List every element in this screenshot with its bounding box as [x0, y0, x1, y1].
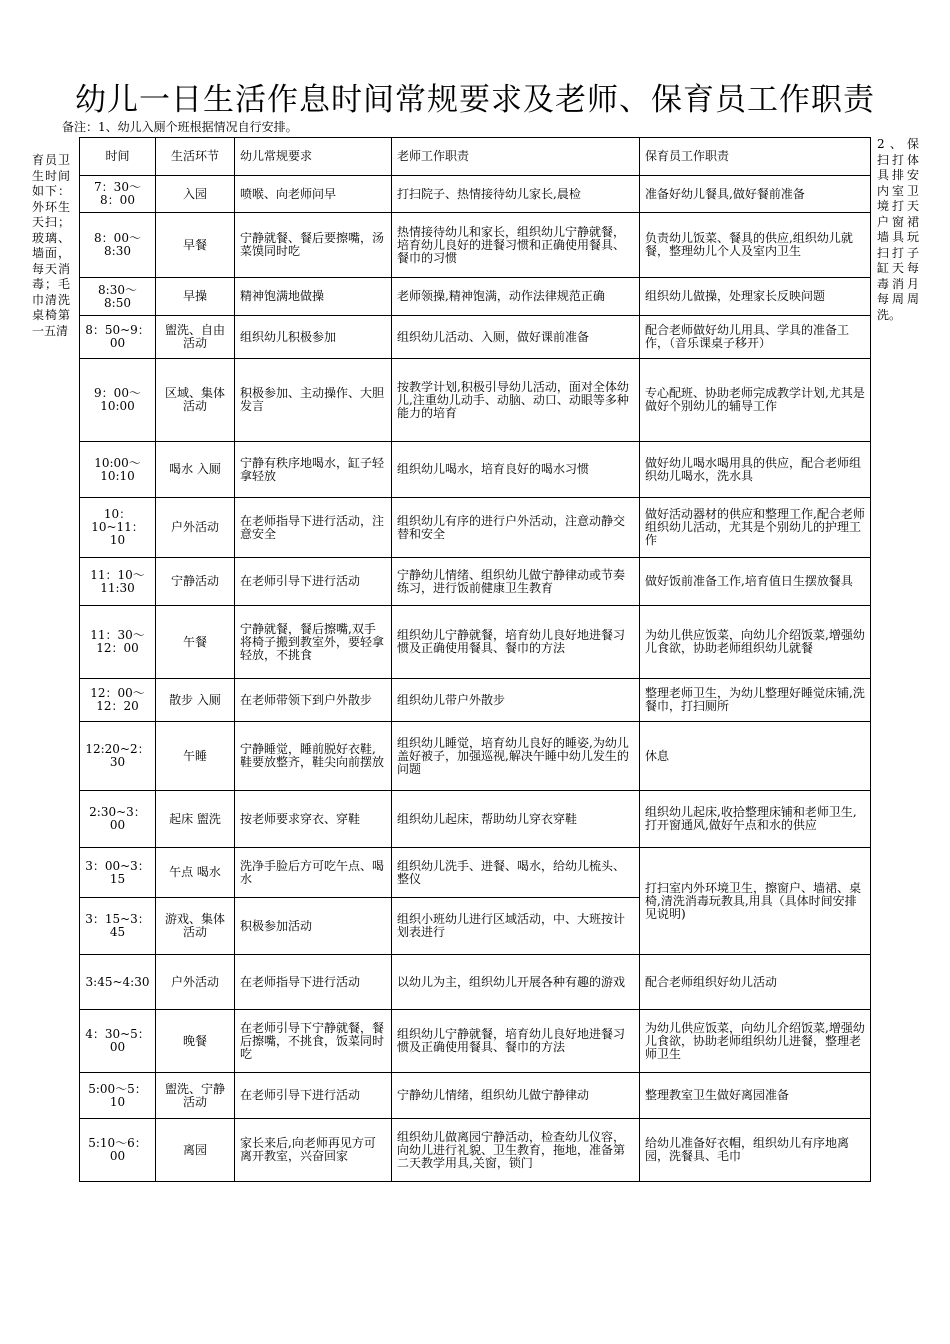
staff-duty-cell: 配合老师做好幼儿用具、学具的准备工作，（音乐课桌子移开） — [640, 316, 871, 359]
time-cell: 2:30~3：00 — [80, 791, 156, 848]
table-row — [80, 848, 871, 898]
staff-duty-cell: 给幼儿准备好衣帽，组织幼儿有序地离园，洗餐具、毛巾 — [640, 1119, 871, 1182]
teacher-duty-cell: 组织幼儿宁静就餐，培育幼儿良好地进餐习惯及正确使用餐具、餐巾的方法 — [392, 606, 640, 679]
segment-cell: 午睡 — [156, 722, 235, 791]
teacher-duty-cell: 宁静幼儿情绪、组织幼儿做宁静律动或节奏练习，进行饭前健康卫生教育 — [392, 558, 640, 606]
table-row — [80, 213, 871, 278]
staff-duty-cell: 配合老师组织好幼儿活动 — [640, 955, 871, 1010]
segment-cell: 宁静活动 — [156, 558, 235, 606]
teacher-duty-cell: 打扫院子、热情接待幼儿家长,晨检 — [392, 176, 640, 213]
table-row — [80, 791, 871, 848]
time-cell: 3:45~4:30 — [80, 955, 156, 1010]
right-margin-note: 2、保扫打体具排安内室卫境打天户窗裙墙具玩扫打子缸天每毒消月每周周洗。 — [877, 137, 919, 322]
time-cell: 8：00～8:30 — [80, 213, 156, 278]
teacher-duty-cell: 组织幼儿带户外散步 — [392, 679, 640, 722]
table-row — [80, 722, 871, 791]
staff-duty-cell: 打扫室内外环境卫生，擦窗户、墙裙、桌椅,清洗消毒玩教具,用具（具体时间安排见说明) — [640, 848, 871, 955]
table-header-row — [80, 138, 871, 176]
time-cell: 7：30～8：00 — [80, 176, 156, 213]
segment-cell: 盥洗、宁静活动 — [156, 1073, 235, 1119]
table-row — [80, 359, 871, 442]
segment-cell: 起床 盥洗 — [156, 791, 235, 848]
table-row — [80, 606, 871, 679]
table-row — [80, 498, 871, 558]
table-row — [80, 955, 871, 1010]
staff-duty-cell: 为幼儿供应饭菜，向幼儿介绍饭菜,增强幼儿食欲，协助老师组织幼儿进餐，整理老师卫生 — [640, 1010, 871, 1073]
page-title: 幼儿一日生活作息时间常规要求及老师、保育员工作职责 — [75, 82, 875, 118]
left-margin-note: 育员卫生时间如下：外环生天扫；玻璃、墙面，每天消毒；毛巾清洗桌椅第一五清 — [32, 153, 70, 338]
child-requirement-cell: 宁静睡觉，睡前脱好衣鞋,鞋要放整齐，鞋尖向前摆放 — [235, 722, 392, 791]
header-segment: 生活环节 — [156, 138, 235, 176]
teacher-duty-cell: 按教学计划,积极引导幼儿活动，面对全体幼儿,注重幼儿动手、动脑、动口、动眼等多种能力的培育 — [392, 359, 640, 442]
child-requirement-cell: 在老师指导下进行活动，注意安全 — [235, 498, 392, 558]
teacher-duty-cell: 以幼儿为主，组织幼儿开展各种有趣的游戏 — [392, 955, 640, 1010]
time-cell: 12:20~2：30 — [80, 722, 156, 791]
segment-cell: 离园 — [156, 1119, 235, 1182]
teacher-duty-cell: 组织幼儿有序的进行户外活动，注意动静交替和安全 — [392, 498, 640, 558]
teacher-duty-cell: 组织幼儿洗手、进餐、喝水，给幼儿梳头、整仪 — [392, 848, 640, 898]
child-requirement-cell: 宁静就餐、餐后要擦嘴，汤菜馍同时吃 — [235, 213, 392, 278]
staff-duty-cell: 休息 — [640, 722, 871, 791]
segment-cell: 户外活动 — [156, 955, 235, 1010]
time-cell: 3：15~3：45 — [80, 898, 156, 955]
table-row — [80, 558, 871, 606]
time-cell: 3：00~3：15 — [80, 848, 156, 898]
teacher-duty-cell: 组织幼儿起床，帮助幼儿穿衣穿鞋 — [392, 791, 640, 848]
time-cell: 10:00～10:10 — [80, 442, 156, 498]
child-requirement-cell: 积极参加活动 — [235, 898, 392, 955]
child-requirement-cell: 按老师要求穿衣、穿鞋 — [235, 791, 392, 848]
segment-cell: 游戏、集体活动 — [156, 898, 235, 955]
schedule-table — [79, 137, 871, 1182]
table-row — [80, 442, 871, 498]
segment-cell: 晚餐 — [156, 1010, 235, 1073]
teacher-duty-cell: 热情接待幼儿和家长，组织幼儿宁静就餐，培育幼儿良好的进餐习惯和正确使用餐具、餐巾的习惯 — [392, 213, 640, 278]
staff-duty-cell: 做好活动器材的供应和整理工作,配合老师组织幼儿活动，尤其是个别幼儿的护理工作 — [640, 498, 871, 558]
child-requirement-cell: 喷喉、向老师问早 — [235, 176, 392, 213]
staff-duty-cell: 做好幼儿喝水喝用具的供应，配合老师组织幼儿喝水，洗水具 — [640, 442, 871, 498]
child-requirement-cell: 精神饱满地做操 — [235, 278, 392, 316]
table-row — [80, 278, 871, 316]
staff-duty-cell: 整理老师卫生，为幼儿整理好睡觉床铺,洗餐巾，打扫厕所 — [640, 679, 871, 722]
segment-cell: 早餐 — [156, 213, 235, 278]
time-cell: 5:00～5：10 — [80, 1073, 156, 1119]
staff-duty-cell: 负责幼儿饭菜、餐具的供应,组织幼儿就餐，整理幼儿个人及室内卫生 — [640, 213, 871, 278]
child-requirement-cell: 在老师引导下宁静就餐，餐后擦嘴，不挑食，饭菜同时吃 — [235, 1010, 392, 1073]
staff-duty-cell: 做好饭前准备工作,培育值日生摆放餐具 — [640, 558, 871, 606]
segment-cell: 入园 — [156, 176, 235, 213]
time-cell: 10：10~11：10 — [80, 498, 156, 558]
segment-cell: 早操 — [156, 278, 235, 316]
staff-duty-cell: 整理教室卫生做好离园准备 — [640, 1073, 871, 1119]
time-cell: 8：50~9：00 — [80, 316, 156, 359]
child-requirement-cell: 在老师指导下进行活动 — [235, 955, 392, 1010]
child-requirement-cell: 积极参加、主动操作、大胆发言 — [235, 359, 392, 442]
segment-cell: 午餐 — [156, 606, 235, 679]
time-cell: 11：10～11:30 — [80, 558, 156, 606]
table-row — [80, 176, 871, 213]
header-time: 时间 — [80, 138, 156, 176]
teacher-duty-cell: 宁静幼儿情绪，组织幼儿做宁静律动 — [392, 1073, 640, 1119]
segment-cell: 散步 入厕 — [156, 679, 235, 722]
teacher-duty-cell: 组织小班幼儿进行区域活动，中、大班按计划表进行 — [392, 898, 640, 955]
teacher-duty-cell: 组织幼儿做离园宁静活动，检查幼儿仪容，向幼儿进行礼貌、卫生教育，拖地，准备第二天教学用具,关窗，锁门 — [392, 1119, 640, 1182]
time-cell: 8:30～8:50 — [80, 278, 156, 316]
child-requirement-cell: 在老师引导下进行活动 — [235, 1073, 392, 1119]
segment-cell: 盥洗、自由活动 — [156, 316, 235, 359]
staff-duty-cell: 准备好幼儿餐具,做好餐前准备 — [640, 176, 871, 213]
segment-cell: 午点 喝水 — [156, 848, 235, 898]
table-row — [80, 679, 871, 722]
child-requirement-cell: 在老师带领下到户外散步 — [235, 679, 392, 722]
segment-cell: 区域、集体活动 — [156, 359, 235, 442]
table-row — [80, 1119, 871, 1182]
header-child-requirements: 幼儿常规要求 — [235, 138, 392, 176]
header-teacher-duties: 老师工作职责 — [392, 138, 640, 176]
teacher-duty-cell: 组织幼儿宁静就餐，培育幼儿良好地进餐习惯及正确使用餐具、餐巾的方法 — [392, 1010, 640, 1073]
child-requirement-cell: 宁静有秩序地喝水，缸子轻拿轻放 — [235, 442, 392, 498]
staff-duty-cell: 为幼儿供应饭菜，向幼儿介绍饭菜,增强幼儿食欲，协助老师组织幼儿就餐 — [640, 606, 871, 679]
time-cell: 4：30~5：00 — [80, 1010, 156, 1073]
teacher-duty-cell: 老师领操,精神饱满，动作法律规范正确 — [392, 278, 640, 316]
time-cell: 11：30～12：00 — [80, 606, 156, 679]
child-requirement-cell: 家长来后,向老师再见方可离开教室，兴奋回家 — [235, 1119, 392, 1182]
staff-duty-cell: 专心配班、协助老师完成教学计划,尤其是做好个别幼儿的辅导工作 — [640, 359, 871, 442]
remark-note: 备注：1、幼儿入厕个班根据情况自行安排。 — [62, 120, 298, 134]
teacher-duty-cell: 组织幼儿睡觉，培育幼儿良好的睡姿,为幼儿盖好被子，加强巡视,解决午睡中幼儿发生的问题 — [392, 722, 640, 791]
child-requirement-cell: 组织幼儿积极参加 — [235, 316, 392, 359]
staff-duty-cell: 组织幼儿起床,收拾整理床铺和老师卫生,打开窗通风,做好午点和水的供应 — [640, 791, 871, 848]
time-cell: 5:10～6：00 — [80, 1119, 156, 1182]
staff-duty-cell: 组织幼儿做操，处理家长反映问题 — [640, 278, 871, 316]
child-requirement-cell: 宁静就餐，餐后擦嘴,双手将椅子搬到教室外，要轻拿轻放，不挑食 — [235, 606, 392, 679]
child-requirement-cell: 在老师引导下进行活动 — [235, 558, 392, 606]
table-row — [80, 1010, 871, 1073]
time-cell: 12：00～12：20 — [80, 679, 156, 722]
teacher-duty-cell: 组织幼儿喝水，培育良好的喝水习惯 — [392, 442, 640, 498]
table-row — [80, 316, 871, 359]
header-staff-duties: 保育员工作职责 — [640, 138, 871, 176]
teacher-duty-cell: 组织幼儿活动、入厕，做好课前准备 — [392, 316, 640, 359]
segment-cell: 喝水 入厕 — [156, 442, 235, 498]
child-requirement-cell: 洗净手脸后方可吃午点、喝水 — [235, 848, 392, 898]
time-cell: 9：00～10:00 — [80, 359, 156, 442]
segment-cell: 户外活动 — [156, 498, 235, 558]
table-row — [80, 1073, 871, 1119]
